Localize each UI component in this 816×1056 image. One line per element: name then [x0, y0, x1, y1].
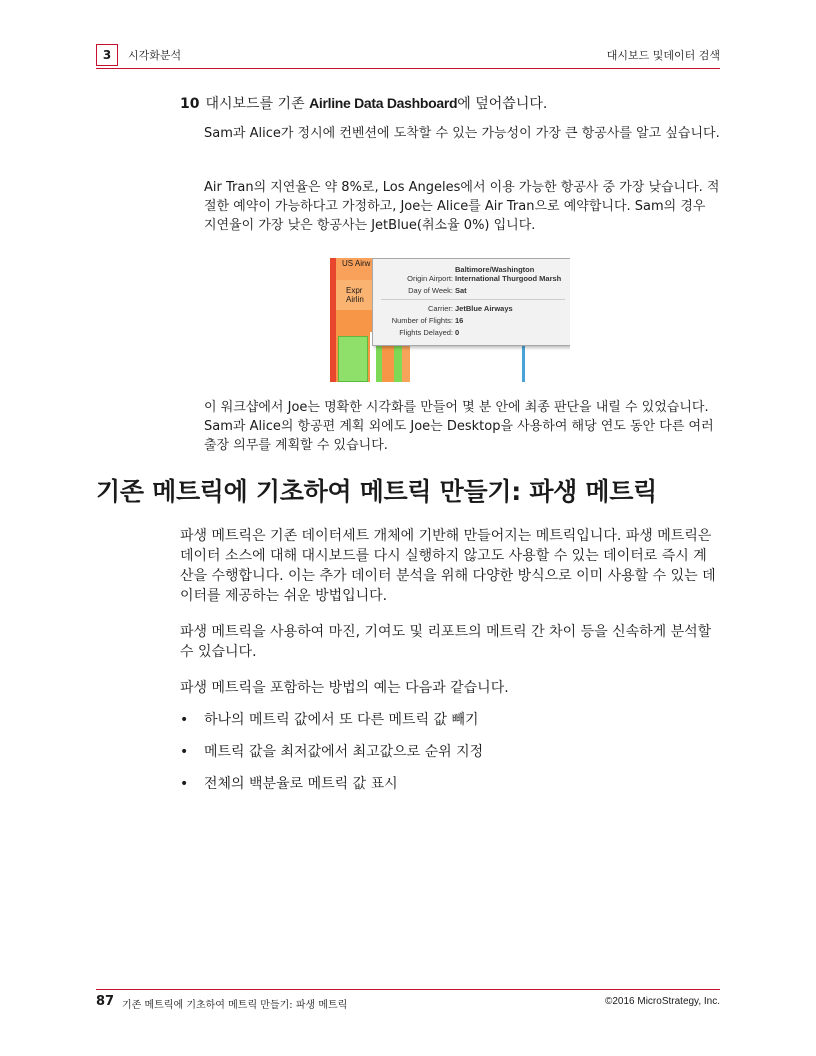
treemap-cell-blue-line	[522, 344, 525, 382]
paragraph-derived-examples: 파생 메트릭을 포함하는 방법의 예는 다음과 같습니다.	[180, 680, 509, 696]
bullet-marker: •	[180, 744, 189, 760]
tooltip-day-label: Day of Week:	[408, 286, 453, 295]
page-number: 87	[96, 994, 115, 1009]
step-text-after: 에 덮어씁니다.	[457, 96, 548, 112]
step-10	[180, 93, 720, 113]
bullet-marker: •	[180, 776, 189, 792]
chapter-name: 시각화분석	[128, 49, 182, 62]
tooltip	[372, 258, 570, 346]
page-footer	[96, 989, 720, 1012]
bullet-marker: •	[180, 712, 189, 728]
tooltip-separator	[381, 299, 565, 300]
treemap-cell-orange-thin	[402, 344, 410, 382]
tooltip-carrier-value: JetBlue Airways	[455, 304, 513, 313]
list-item-text: 전체의 백분율로 메트릭 값 표시	[204, 776, 398, 792]
tooltip-carrier-label: Carrier:	[427, 304, 453, 313]
step-number: 10	[180, 96, 200, 112]
step-text-bold: Airline Data Dashboard	[309, 95, 458, 111]
list-item-text: 메트릭 값을 최저값에서 최고값으로 순위 지정	[204, 744, 484, 760]
paragraph-airtran: Air Tran의 지연율은 약 8%로, Los Angeles에서 이용 가능한 항공사 중 가장 낮습니다. 적절한 예약이 가능하다고 가정하고, Joe는 Alice를 Air Tran으로 예약합니다. Sam의 경우 지연율이 가장 낮은 항공사는 JetBlue(취소율 0%) 입니다.	[204, 180, 720, 233]
tooltip-delayed-label: Flights Delayed:	[399, 328, 453, 337]
tooltip-origin-label: Origin Airport:	[407, 274, 453, 283]
treemap-label-airlines: Airlin	[346, 295, 364, 304]
list-item-text: 하나의 메트릭 값에서 또 다른 메트릭 값 빼기	[204, 712, 479, 728]
tooltip-origin-value-2: International Thurgood Marsh	[455, 274, 562, 283]
treemap-label-us-airways: US Airw	[342, 259, 371, 268]
treemap-cell-green-thin	[394, 344, 402, 382]
list-item	[180, 742, 720, 774]
section-heading: 기존 메트릭에 기초하여 메트릭 만들기: 파생 메트릭	[96, 477, 657, 506]
section-name: 대시보드 및데이터 검색	[606, 49, 720, 62]
bullet-list	[180, 710, 720, 806]
dashboard-screenshot	[330, 258, 570, 382]
paragraph-derived-definition: 파생 메트릭은 기존 데이터세트 개체에 기반해 만들어지는 메트릭입니다. 파생 메트릭은 데이터 소스에 대해 대시보드를 다시 실행하지 않고도 사용할 수 있는 데이터로 즉시 계산을 수행합니다. 이는 추가 데이터 분석을 위해 다양한 방식으로 이미 사용할 수 있는 데이터를 제공하는 쉬운 방법입니다.	[180, 528, 716, 604]
footer-title: 기존 메트릭에 기초하여 메트릭 만들기: 파생 메트릭	[122, 1000, 348, 1011]
tooltip-delayed-value: 0	[455, 328, 460, 337]
treemap-cell-green	[338, 336, 368, 382]
treemap-cell-orange-top	[336, 258, 376, 280]
list-item	[180, 774, 720, 806]
page-header	[96, 42, 720, 69]
chapter-number: 3	[96, 44, 118, 66]
treemap-label-express: Expr	[346, 286, 363, 295]
step-text-before: 대시보드를 기존	[205, 96, 310, 112]
list-item	[180, 710, 720, 742]
tooltip-origin-value-1: Baltimore/Washington	[455, 265, 535, 274]
paragraph-goal: Sam과 Alice가 정시에 컨벤션에 도착할 수 있는 가능성이 가장 큰 항공사를 알고 싶습니다.	[204, 126, 720, 141]
paragraph-derived-usage: 파생 메트릭을 사용하여 마진, 기여도 및 리포트의 메트릭 간 차이 등을 신속하게 분석할 수 있습니다.	[180, 624, 712, 660]
paragraph-workshop-summary: 이 워크샵에서 Joe는 명확한 시각화를 만들어 몇 분 안에 최종 판단을 내릴 수 있었습니다. Sam과 Alice의 항공편 계획 외에도 Joe는 Desktop을 사용하여 해당 연도 동안 다른 여러 출장 의무를 계획할 수 있습니다.	[204, 400, 714, 453]
tooltip-day-value: Sat	[455, 286, 467, 295]
tooltip-flights-label: Number of Flights:	[391, 316, 453, 325]
copyright: ©2016 MicroStrategy, Inc.	[604, 996, 720, 1007]
tooltip-flights-value: 16	[455, 316, 464, 325]
treemap-cell-orange-mid	[336, 280, 376, 310]
